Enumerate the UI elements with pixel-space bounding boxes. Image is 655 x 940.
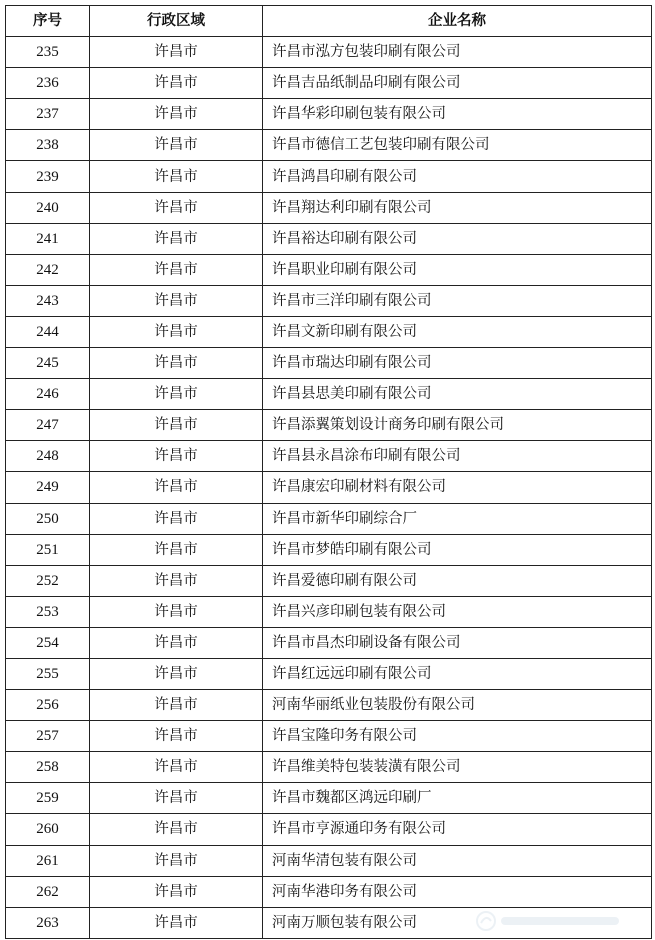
region-cell: 许昌市 xyxy=(90,348,263,379)
region-cell: 许昌市 xyxy=(90,721,263,752)
table-row xyxy=(6,441,652,472)
serial-number-cell: 249 xyxy=(6,472,90,503)
table-header xyxy=(6,6,652,37)
serial-number-cell: 242 xyxy=(6,254,90,285)
serial-number-cell: 238 xyxy=(6,130,90,161)
region-cell: 许昌市 xyxy=(90,596,263,627)
company-name-cell: 许昌裕达印刷有限公司 xyxy=(263,223,652,254)
table-row xyxy=(6,814,652,845)
region-cell: 许昌市 xyxy=(90,503,263,534)
region-cell: 许昌市 xyxy=(90,223,263,254)
region-cell: 许昌市 xyxy=(90,814,263,845)
company-name-cell: 河南华港印务有限公司 xyxy=(263,876,652,907)
serial-number-cell: 255 xyxy=(6,658,90,689)
header-region: 行政区域 xyxy=(90,6,263,37)
region-cell: 许昌市 xyxy=(90,565,263,596)
serial-number-cell: 246 xyxy=(6,379,90,410)
company-name-cell: 许昌康宏印刷材料有限公司 xyxy=(263,472,652,503)
serial-number-cell: 261 xyxy=(6,845,90,876)
table-row xyxy=(6,37,652,68)
serial-number-cell: 256 xyxy=(6,690,90,721)
company-name-cell: 河南万顺包装有限公司 xyxy=(263,907,652,938)
table-row xyxy=(6,721,652,752)
region-cell: 许昌市 xyxy=(90,690,263,721)
company-name-cell: 河南华丽纸业包装股份有限公司 xyxy=(263,690,652,721)
serial-number-cell: 253 xyxy=(6,596,90,627)
enterprise-table xyxy=(5,5,652,939)
company-name-cell: 许昌市梦皓印刷有限公司 xyxy=(263,534,652,565)
company-name-cell: 许昌县永昌涂布印刷有限公司 xyxy=(263,441,652,472)
region-cell: 许昌市 xyxy=(90,876,263,907)
header-company-name: 企业名称 xyxy=(263,6,652,37)
company-name-cell: 许昌市魏都区鸿远印刷厂 xyxy=(263,783,652,814)
company-name-cell: 许昌翔达利印刷有限公司 xyxy=(263,192,652,223)
serial-number-cell: 245 xyxy=(6,348,90,379)
region-cell: 许昌市 xyxy=(90,410,263,441)
serial-number-cell: 250 xyxy=(6,503,90,534)
serial-number-cell: 243 xyxy=(6,285,90,316)
serial-number-cell: 236 xyxy=(6,68,90,99)
company-name-cell: 河南华清包装有限公司 xyxy=(263,845,652,876)
table-row xyxy=(6,627,652,658)
serial-number-cell: 254 xyxy=(6,627,90,658)
table-row xyxy=(6,752,652,783)
table-row xyxy=(6,876,652,907)
table-row xyxy=(6,503,652,534)
company-name-cell: 许昌爱德印刷有限公司 xyxy=(263,565,652,596)
serial-number-cell: 252 xyxy=(6,565,90,596)
table-row xyxy=(6,68,652,99)
table-row xyxy=(6,316,652,347)
serial-number-cell: 247 xyxy=(6,410,90,441)
region-cell: 许昌市 xyxy=(90,907,263,938)
region-cell: 许昌市 xyxy=(90,752,263,783)
table-row xyxy=(6,472,652,503)
region-cell: 许昌市 xyxy=(90,161,263,192)
header-row xyxy=(6,6,652,37)
table-row xyxy=(6,690,652,721)
company-name-cell: 许昌市泓方包装印刷有限公司 xyxy=(263,37,652,68)
region-cell: 许昌市 xyxy=(90,658,263,689)
region-cell: 许昌市 xyxy=(90,627,263,658)
serial-number-cell: 248 xyxy=(6,441,90,472)
serial-number-cell: 260 xyxy=(6,814,90,845)
company-name-cell: 许昌添翼策划设计商务印刷有限公司 xyxy=(263,410,652,441)
region-cell: 许昌市 xyxy=(90,68,263,99)
company-name-cell: 许昌华彩印刷包装有限公司 xyxy=(263,99,652,130)
region-cell: 许昌市 xyxy=(90,379,263,410)
serial-number-cell: 263 xyxy=(6,907,90,938)
table-row xyxy=(6,161,652,192)
serial-number-cell: 235 xyxy=(6,37,90,68)
serial-number-cell: 239 xyxy=(6,161,90,192)
company-name-cell: 许昌市亨源通印务有限公司 xyxy=(263,814,652,845)
company-name-cell: 许昌吉品纸制品印刷有限公司 xyxy=(263,68,652,99)
table-row xyxy=(6,783,652,814)
serial-number-cell: 241 xyxy=(6,223,90,254)
region-cell: 许昌市 xyxy=(90,285,263,316)
table-row xyxy=(6,658,652,689)
header-serial-number: 序号 xyxy=(6,6,90,37)
table-row xyxy=(6,379,652,410)
region-cell: 许昌市 xyxy=(90,783,263,814)
table-row xyxy=(6,845,652,876)
table-row xyxy=(6,534,652,565)
region-cell: 许昌市 xyxy=(90,254,263,285)
company-name-cell: 许昌县思美印刷有限公司 xyxy=(263,379,652,410)
serial-number-cell: 258 xyxy=(6,752,90,783)
company-name-cell: 许昌市新华印刷综合厂 xyxy=(263,503,652,534)
table-row xyxy=(6,348,652,379)
company-name-cell: 许昌市三洋印刷有限公司 xyxy=(263,285,652,316)
company-name-cell: 许昌市德信工艺包装印刷有限公司 xyxy=(263,130,652,161)
table-row xyxy=(6,192,652,223)
table-body xyxy=(6,37,652,939)
serial-number-cell: 251 xyxy=(6,534,90,565)
region-cell: 许昌市 xyxy=(90,99,263,130)
company-name-cell: 许昌鸿昌印刷有限公司 xyxy=(263,161,652,192)
company-name-cell: 许昌职业印刷有限公司 xyxy=(263,254,652,285)
serial-number-cell: 240 xyxy=(6,192,90,223)
table-row xyxy=(6,130,652,161)
table-row xyxy=(6,565,652,596)
table-row xyxy=(6,223,652,254)
company-name-cell: 许昌宝隆印务有限公司 xyxy=(263,721,652,752)
company-name-cell: 许昌维美特包装装潢有限公司 xyxy=(263,752,652,783)
table-row xyxy=(6,596,652,627)
company-name-cell: 许昌文新印刷有限公司 xyxy=(263,316,652,347)
serial-number-cell: 244 xyxy=(6,316,90,347)
serial-number-cell: 257 xyxy=(6,721,90,752)
region-cell: 许昌市 xyxy=(90,534,263,565)
table-row xyxy=(6,410,652,441)
table-row xyxy=(6,907,652,938)
serial-number-cell: 259 xyxy=(6,783,90,814)
company-name-cell: 许昌红远远印刷有限公司 xyxy=(263,658,652,689)
serial-number-cell: 262 xyxy=(6,876,90,907)
company-name-cell: 许昌兴彦印刷包装有限公司 xyxy=(263,596,652,627)
serial-number-cell: 237 xyxy=(6,99,90,130)
region-cell: 许昌市 xyxy=(90,192,263,223)
table-row xyxy=(6,254,652,285)
table-row xyxy=(6,99,652,130)
region-cell: 许昌市 xyxy=(90,472,263,503)
region-cell: 许昌市 xyxy=(90,316,263,347)
region-cell: 许昌市 xyxy=(90,441,263,472)
region-cell: 许昌市 xyxy=(90,845,263,876)
company-name-cell: 许昌市瑞达印刷有限公司 xyxy=(263,348,652,379)
region-cell: 许昌市 xyxy=(90,37,263,68)
table-row xyxy=(6,285,652,316)
region-cell: 许昌市 xyxy=(90,130,263,161)
company-name-cell: 许昌市昌杰印刷设备有限公司 xyxy=(263,627,652,658)
